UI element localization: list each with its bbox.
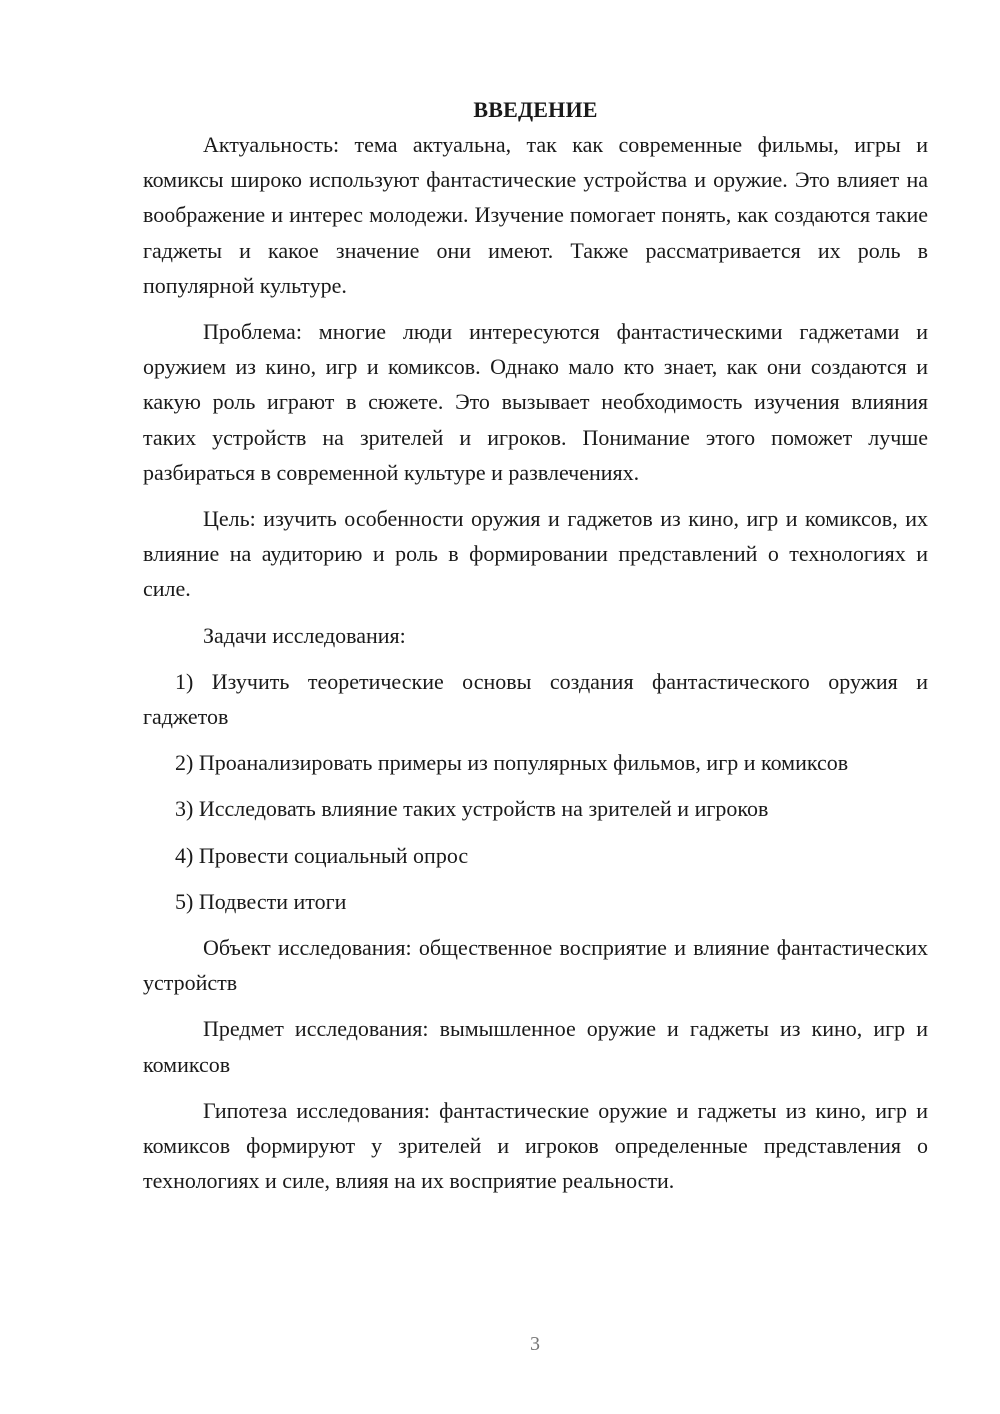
- section-heading: ВВЕДЕНИЕ: [473, 97, 598, 122]
- page-number: 3: [530, 1333, 540, 1355]
- task-item-4: 4) Провести социальный опрос: [175, 842, 469, 868]
- paragraph-tasks-heading: Задачи исследования:: [203, 622, 406, 648]
- paragraph-subject: Предмет исследования: вымышленное оружие и гаджеты из кино, игр и комиксов: [143, 1016, 928, 1077]
- task-item-3: 3) Исследовать влияние таких устройств на зрителей и игроков: [175, 796, 769, 822]
- task-item-1: 1) Изучить теоретические основы создания фантастического оружия и гаджетов: [143, 668, 928, 730]
- paragraph-hypothesis: Гипотеза исследования: фантастические оружие и гаджеты из кино, игр и комиксов формируют у зрителей и игроков определенные представления о технологиях и силе, влияя на их восприятие реальности.: [143, 1097, 928, 1194]
- task-item-5: 5) Подвести итоги: [175, 888, 347, 914]
- paragraph-goal: Цель: изучить особенности оружия и гаджетов из кино, игр и комиксов, их влияние на аудиторию и роль в формировании представлений о технологиях и силе.: [143, 506, 928, 602]
- document-page: [143, 92, 928, 1209]
- paragraph-object: Объект исследования: общественное восприятие и влияние фантастических устройств: [143, 935, 928, 996]
- paragraph-relevance: Актуальность: тема актуальна, так как современные фильмы, игры и комиксы широко используют фантастические устройства и оружие. Это влияет на воображение и интерес молодежи. Изучение помогает понять, как создаются такие гаджеты и какое значение они имеют. Также рассматривается их роль в популярной культуре.: [143, 132, 928, 298]
- paragraph-problem: Проблема: многие люди интересуются фантастическими гаджетами и оружием из кино, игр и комиксов. Однако мало кто знает, как они создаются и какую роль играют в сюжете. Это вызывает необходимость изучения влияния таких устройств на зрителей и игроков. Понимание этого поможет лучше разбираться в современной культуре и развлечениях.: [143, 319, 928, 485]
- task-item-2: 2) Проанализировать примеры из популярных фильмов, игр и комиксов: [175, 750, 849, 776]
